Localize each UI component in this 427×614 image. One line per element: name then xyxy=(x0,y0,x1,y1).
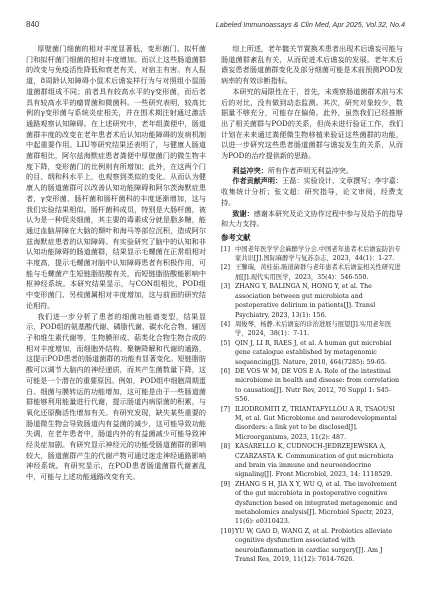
reference-item xyxy=(221,442,403,480)
author-contribution xyxy=(221,176,403,208)
journal-running-title: Labeled Immunoassays & Clin Med, Apr 2025, Vol.32, No.4 xyxy=(215,20,405,29)
page-number: 840 xyxy=(26,20,40,29)
page-header xyxy=(26,20,405,32)
reference-number: [7] xyxy=(221,405,230,413)
reference-number: [6] xyxy=(221,367,230,375)
reference-text: ILIODROMITI Z, TRIANTAFYLLOU A R, TSAOUSI M, et al. Gut Microbiome and neurodevelopmental disorders: a link yet to be disclosed[J]. Microorganisms, 2023, 11(2): 487. xyxy=(235,405,397,441)
reference-item xyxy=(221,527,403,565)
reference-number: [10] xyxy=(221,527,234,535)
meta-label: 作者贡献声明： xyxy=(232,177,283,186)
conflict-of-interest xyxy=(221,166,403,177)
reference-text: ZHANG S H, JIA X Y, WU Q, et al. The involvement of the gut microbiota in postoperative cognitive dysfunction based on integrated metagenomic and metabolomics analysis[J]. Microbiol Spectr, 2023, 11(6): e0310423. xyxy=(235,480,398,526)
body-paragraph: 我们进一步分析了患者的细菌功能谱变型，结果显示，POD组的氨基酸代谢、磷脂代谢、碳水化合物、辅因子和维生素代谢等，生物膜形成、萜类化合物生物合成的相对丰度增加，而细胞外结构、聚糖降解和代谢的通路，这提示POD患者的肠道菌群的功能有显著变化。短链脂肪酸可以调节大脑内的神经递质，而其产生菌数量下降，这可能是一个潜在的重要原因。例如，POD组中细胞周期蛋白、细菌与膜转运的功能增加，这可能是由于一些肠道菌群能够利用能量进行代谢，提示肠道内病原菌的积累，与氧化还原酶活性增加有关。有研究发现，缺失某些重要的肠道微生物会导致肠道内有益菌的减少，这可能导致功能失调，在老年患者中，肠道内外的有益菌减少可能导致神经炎症加剧。有研究显示神经元的功能受肠道菌群的影响较大，肠道菌群产生的代谢产物可通过迷走神经通路影响神经系统。有研究显示，在POD患者肠道菌群代谢紊乱中，可能与上述功能通路改变有关。 xyxy=(26,311,206,482)
limitations-paragraph: 本研究的局限性在于，首先，未观察肠道菌群术前与术后的对比，没有做到动态监测。其次，研究对象较少，数据量不够充分，可能存在偏倚。此外，虽然我们已经推断出了相关菌群与POD的关系，但尚未进行验证工作，我们计划在未来通过粪便微生物移植来验证这些菌群的功能，以进一步研究这些患者肠道菌群与谵妄发生的关系，从而为POD的治疗提供新的思路。 xyxy=(221,86,403,161)
meta-label: 利益冲突： xyxy=(232,166,268,175)
reference-item xyxy=(221,367,403,405)
meta-text: 所有作者声明无利益冲突。 xyxy=(267,165,353,175)
reference-item xyxy=(221,339,403,367)
reference-item xyxy=(221,320,403,339)
meta-text: 王磊：实验设计、文章撰写；李宇嘉：收集统计分析；张文超：研究指导，论文审阅，经费支持。 xyxy=(221,176,404,207)
body-paragraph: 厚壁菌门细菌的相对丰度显著低，变形菌门、拟杆菌门和拟杆菌门细菌的相对丰度增加。而以上这些肠道菌群的改变与免疫活性降低和衰老有关，对宿主有害。有人报道，8周龄认知障碍小鼠术后谵妄样行为与对照组小鼠肠道菌群组成不同；前者具有较高水平的γ变形菌，而后者具有较高水平的瘤胃菌和微菌科。一些研究表明，较高比例的γ变形菌与系统炎症相关，并在围术期注射通过激活通路观察认知障碍。在上述研究中，老年组粪便中，肠道菌群丰度的改变在老年患者术后认知功能障碍的发病机制中起重要作用。LIU等研究结果还表明了，与健康人肠道菌群相比，阿尔兹海默症患者粪便中厚壁菌门的微生物丰度下降，变形菌门的比例则有所增加；此外，在这两个门的目、纲和科水平上，也观察到类似的变化，从而认为健康人的肠道菌群可以改善认知功能障碍和阿尔茨海默症患者，γ变形菌、肠杆菌和肠杆菌科的丰度逐渐增加，这与我们实验结果相似。肠杆菌科成员，特别是大肠杆菌，被认为是一种促炎细菌，其主要的毒素成分就是脂多糖，能通过血脑屏障在大脑的颞叶和海马等部位沉积，造成阿尔兹海默症患者的认知障碍。有实验研究了脑中的认知和非认知功能障碍的肠道菌群，结果显示毛螺菌在正常组相对丰度高，提示毛螺菌对脑中认知障碍患者有积极作用，可能与毛螺菌产生短链脂肪酸有关，而短链脂肪酸能影响中枢神经系统。本研究结果显示，与CON组相比，POD组中变形菌门、另枝菌属相对丰度增加，这与前面的研究结论相符。 xyxy=(26,44,206,310)
meta-text: 感谢本研究及论文协作过程中参与及给予的指导和大力支持。 xyxy=(221,208,404,229)
reference-number: [5] xyxy=(221,339,230,347)
left-column xyxy=(26,44,206,483)
reference-number: [9] xyxy=(221,480,230,488)
meta-label: 致谢： xyxy=(232,209,254,218)
acknowledgement xyxy=(221,209,403,230)
reference-item xyxy=(221,405,403,443)
reference-list xyxy=(221,245,403,565)
reference-text: KASARELLO K, CUDNOCH-JEDRZEJEWSKA A, CZARZASTA K. Communication of gut microbiota and brain via immune and neuroendocrine signaling[J]. Front Microbiol, 2023, 14: 1118529. xyxy=(235,443,394,479)
reference-item xyxy=(221,263,403,282)
reference-number: [1] xyxy=(221,245,230,253)
reference-text: YU W, GAO D, WANG Z, et al. Probiotics alleviate cognitive dysfunction associated with neuroinflammation in cardiac surgery[J]. Am J Transl Res, 2019, 11(12): 7614-7626. xyxy=(235,527,393,564)
reference-number: [2] xyxy=(221,264,230,272)
right-column xyxy=(221,44,403,564)
reference-number: [3] xyxy=(221,283,230,291)
references-heading: 参考文献 xyxy=(221,232,251,242)
reference-text: QIN J, LI R, RAES J, et al. A human gut microbial gene catalogue established by metagenomic sequencing[J]. Nature, 2010, 464(7285): 59-65. xyxy=(235,339,392,366)
reference-item xyxy=(221,245,403,264)
reference-number: [4] xyxy=(221,320,230,328)
reference-text: 周俊琴，杨静.术后谵妄的诊治进展与展望[J].实用老年医学，2024，38(1)：7-11. xyxy=(235,320,392,338)
reference-number: [8] xyxy=(221,443,230,451)
reference-item xyxy=(221,480,403,527)
reference-text: 中国老年医学学会麻醉学分会.中国老年患者术后谵妄防治专家共识[J].国际麻醉学与复苏杂志，2023，44(1)：1-27. xyxy=(235,245,401,263)
reference-text: DE VOS W M, DE VOS E A. Role of the intestinal microbiome in health and disease: from correlation to causation[J]. Nutr Rev, 2012, 70 Suppl 1: S45-S56. xyxy=(235,367,400,404)
reference-text: 王馨瑞，黄桂茹.肠道菌群与老年患者术后谵妄相关性研究进展[J].现代实用医学，2023，35(4)：546-550. xyxy=(235,264,401,281)
conclusion-paragraph: 综上所述，老年髋关节置换术患者出现术后谵妄可能与肠道菌群紊乱有关，从而促进术后谵妄的发展。老年术后谵妄患者肠道菌群变化及部分细菌可能是术前预测POD发病率的有效诊断指标。 xyxy=(221,44,403,86)
reference-text: ZHANG Y, BALINGA N, HONG Y, et al. The association between gut microbiota and postoperative delirium in patients[J]. Transl Psychiatry, 2023, 13(1): 156. xyxy=(235,283,376,319)
reference-item xyxy=(221,282,403,320)
